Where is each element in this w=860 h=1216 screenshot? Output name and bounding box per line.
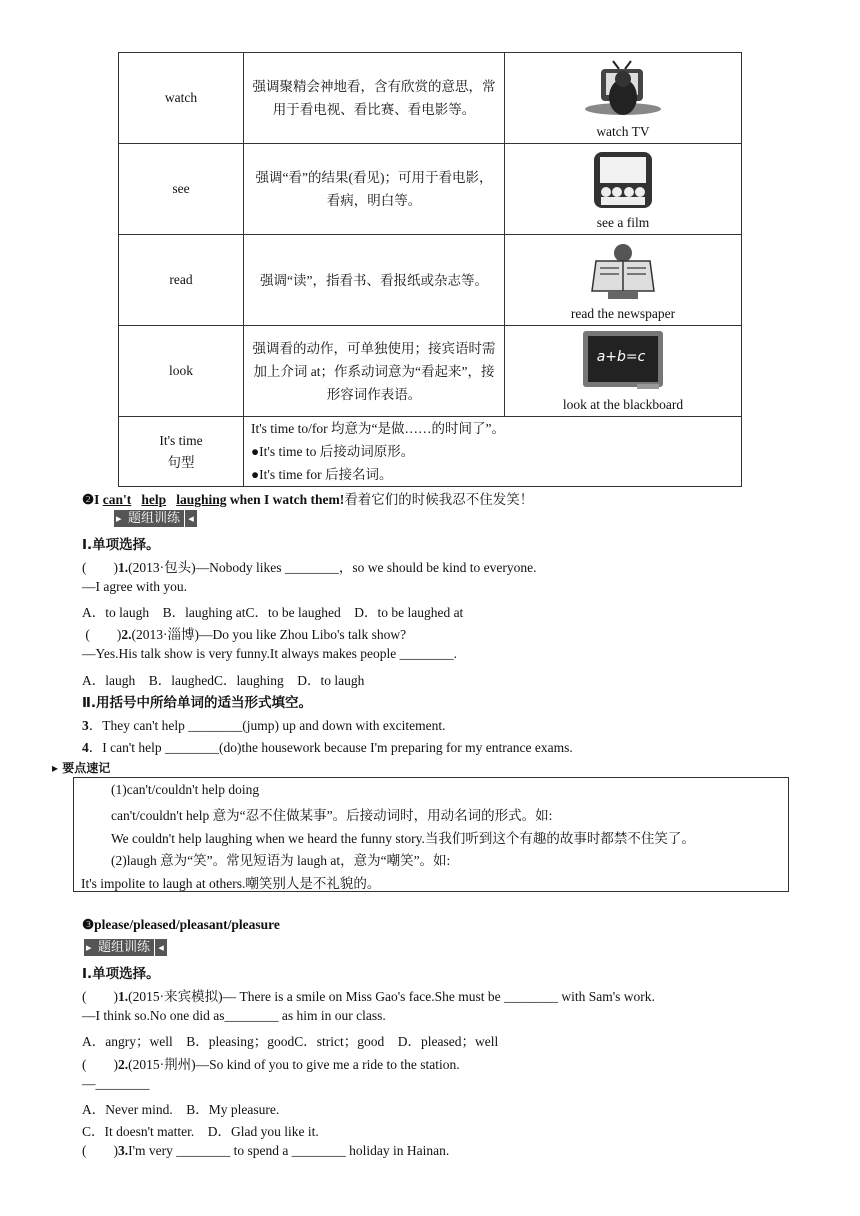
note-line: It's impolite to laugh at others.嘲笑别人是不礼貌的。 [81, 876, 381, 891]
word-cell: read [119, 235, 244, 326]
answer-paren: ( ) [82, 1057, 118, 1072]
options: A．laugh B．laughedC．laughing D．to laugh [82, 673, 365, 688]
word-cell: look [119, 326, 244, 417]
note-line: can't/couldn't help 意为“忍不住做某事”。后接动词时，用动名词的形式。如: [111, 808, 553, 823]
desc-cell: 强调“读”，指看书、看报纸或杂志等。 [244, 235, 505, 326]
desc-cell: 强调聚精会神地看，含有欣赏的意思，常用于看电视、看比赛、看电影等。 [244, 53, 505, 144]
notes-box [73, 777, 789, 892]
part-heading: Ⅰ.单项选择。 [82, 966, 160, 982]
question [82, 714, 445, 734]
note-line: (1)can't/couldn't help doing [111, 782, 260, 797]
question [82, 1143, 449, 1159]
pic-cell [505, 53, 742, 144]
question-reply: —I agree with you. [82, 579, 187, 594]
question [82, 556, 536, 576]
answer-paren: ( ) [82, 989, 118, 1004]
options: A．Never mind. B．My pleasure. [82, 1102, 280, 1117]
question-text: ．They can't help ________(jump) up and down with excitement. [88, 718, 446, 733]
sentence-part: when I watch them! [226, 492, 345, 507]
question-text: (2015·荆州)—So kind of you to give me a ride to the station. [128, 1057, 460, 1072]
options: A．to laugh B．laughing atC．to be laughed D．to be laughed at [82, 605, 464, 620]
sentence-part: help [141, 492, 167, 507]
table-row [119, 326, 742, 417]
word-cell: see [119, 144, 244, 235]
question-number: 1. [118, 560, 129, 575]
word-cell [119, 417, 244, 487]
answer-paren: ( ) [82, 560, 118, 575]
pic-caption: see a film [596, 215, 650, 230]
table-row [119, 417, 742, 487]
translation: 看着它们的时候我忍不住发笑！ [344, 492, 534, 507]
sentence-part [131, 492, 141, 507]
question [82, 623, 406, 643]
question-reply: —Yes.His talk show is very funny.It always makes people ________. [82, 646, 457, 661]
newspaper-reader-icon [590, 241, 656, 305]
question-text: (2015·来宾模拟)— There is a smile on Miss Gao's face.She must be ________ with Sam's work. [128, 989, 655, 1004]
word-line: It's time [159, 432, 203, 448]
desc-cell: 强调“看”的结果(看见)；可用于看电影，看病，明白等。 [244, 144, 505, 235]
part-heading: Ⅰ.单项选择。 [82, 537, 160, 553]
sentence-part: I [94, 492, 103, 507]
question-number: 4 [82, 740, 89, 755]
answer-paren: ( ) [82, 1143, 118, 1158]
table-row [119, 53, 742, 144]
table-row [119, 235, 742, 326]
question-number: 1. [118, 989, 129, 1004]
desc-line: ●It's time for 后接名词。 [251, 467, 393, 482]
question-number: 3. [118, 1143, 129, 1158]
notes-heading: ▸ 要点速记 [52, 761, 111, 775]
board-text: a+b=c [596, 349, 646, 365]
sentence-part [166, 492, 176, 507]
practice-badge: ▸ 题组训练 ◂ [84, 939, 154, 956]
desc-cell: 强调看的动作，可单独使用；接宾语时需加上介词 at；作系动词意为“看起来”，接形容词作表语。 [244, 326, 505, 417]
answer-paren: ( ) [82, 627, 122, 642]
section-number: ❸ [82, 917, 95, 932]
options: C．It doesn't matter. D．Glad you like it. [82, 1124, 319, 1139]
section-title-text: please/pleased/pleasant/pleasure [94, 917, 280, 932]
pic-cell [505, 326, 742, 417]
question-reply: —________ [82, 1076, 150, 1091]
pic-cell [505, 235, 742, 326]
pic-caption: watch TV [596, 124, 650, 139]
pic-cell [505, 144, 742, 235]
question-text: (2013·包头)—Nobody likes ________，so we should be kind to everyone. [128, 560, 537, 575]
word-cell: watch [119, 53, 244, 144]
part-heading: Ⅱ.用括号中所给单词的适当形式填空。 [82, 695, 313, 711]
question-text: ．I can't help ________(do)the housework because I'm preparing for my entrance exams. [88, 740, 573, 755]
section-title [82, 488, 533, 508]
question-number: 3 [82, 718, 89, 733]
tv-watcher-icon [583, 59, 663, 121]
note-line: (2)laugh 意为“笑”。常见短语为 laugh at，意为“嘲笑”。如: [111, 853, 451, 868]
vocab-table [118, 52, 742, 487]
practice-badge: ▸ 题组训练 ◂ [114, 510, 184, 527]
desc-line: ●It's time to 后接动词原形。 [251, 444, 415, 459]
question-text: I'm very ________ to spend a ________ holiday in Hainan. [128, 1143, 450, 1158]
question [82, 736, 573, 756]
section-title [82, 917, 280, 933]
sentence-part: can't [102, 492, 132, 507]
note-line: We couldn't help laughing when we heard the funny story.当我们听到这个有趣的故事时都禁不住笑了。 [111, 831, 695, 846]
question [82, 1053, 460, 1073]
question [82, 985, 655, 1005]
question-number: 2. [118, 1057, 129, 1072]
question-reply: —I think so.No one did as________ as him in our class. [82, 1008, 386, 1023]
pic-caption: read the newspaper [570, 306, 676, 321]
word-line: 句型 [167, 454, 195, 470]
blackboard-icon [581, 329, 665, 395]
question-number: 2. [121, 627, 132, 642]
section-number: ❷ [82, 492, 95, 507]
sentence-part: laughing [176, 492, 227, 507]
desc-line: It's time to/for 均意为“是做……的时间了”。 [251, 421, 506, 436]
options: A．angry；well B．pleasing；goodC．strict；good D．pleased；well [82, 1034, 499, 1049]
table-row [119, 144, 742, 235]
desc-cell [244, 417, 742, 487]
pic-caption: look at the blackboard [562, 397, 684, 412]
question-text: (2013·淄博)—Do you like Zhou Libo's talk show? [131, 627, 407, 642]
cinema-icon [592, 150, 654, 214]
